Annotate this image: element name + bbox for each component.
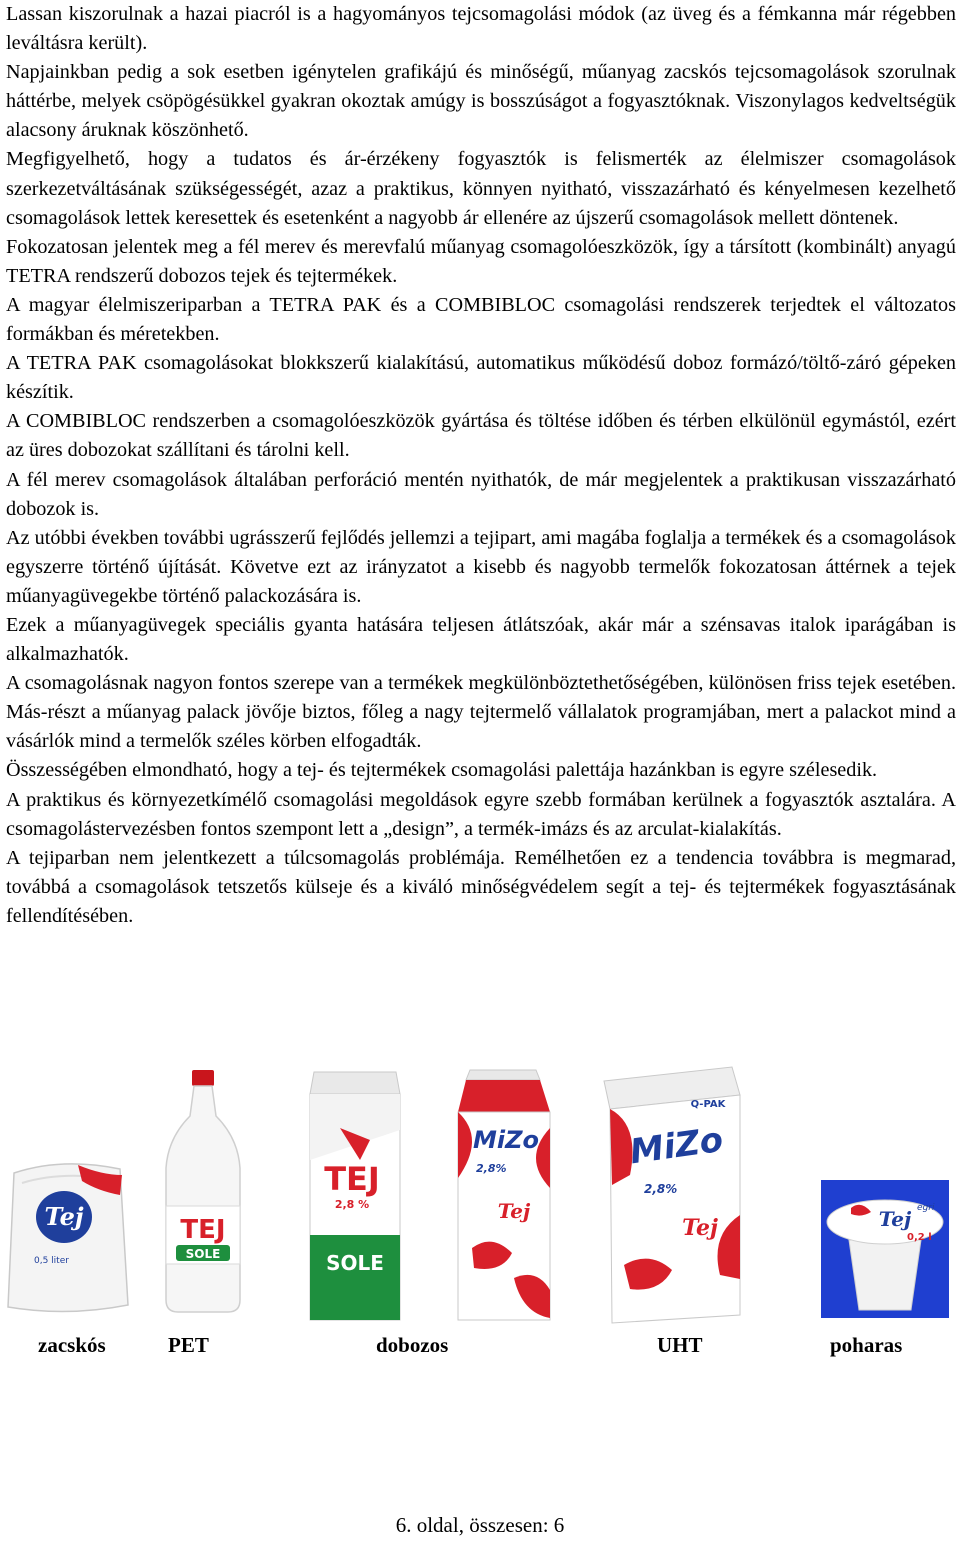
- paragraph: Fokozatosan jelentek meg a fél merev és merevfalú műanyag csomagolóeszközök, így a társított (kombinált) anyagú TETRA rendszerű dobozos tejek és tejtermékek.: [6, 235, 956, 287]
- pet-bottle-image: [158, 1068, 248, 1318]
- paragraph: A fél merev csomagolások általában perforáció mentén nyithatók, de már megjelentek a praktikusan visszazárható dobozok is.: [6, 468, 956, 520]
- caption-pet: PET: [168, 1333, 209, 1357]
- mizo-carton-image: [452, 1068, 556, 1323]
- bag-volume-label: 0,5 liter: [34, 1256, 69, 1266]
- paragraph: A tejiparban nem jelentkezett a túlcsomagolás problémája. Remélhetően ez a tendencia továbbra is megmarad, továbbá a csomagolások tetszetős külseje és a kiváló minőségvédelem segít a tej- és tejtermékek fogyasztásának fellendítésében.: [6, 846, 956, 927]
- cup-brand-label: Tej: [878, 1207, 912, 1231]
- paragraph: A TETRA PAK csomagolásokat blokkszerű kialakítású, automatikus működésű doboz formázó/töltő-záró gépeken készítik.: [6, 352, 956, 404]
- milk-cup-image: [821, 1180, 949, 1318]
- carton-brand-label: TEJ: [324, 1160, 380, 1198]
- paragraph: Összességében elmondható, hogy a tej- és tejtermékek csomagolási palettája hazánkban is egyre szélesedik.: [6, 759, 878, 782]
- page-footer: 6. oldal, összesen: 6: [395, 1513, 565, 1537]
- caption-cup: poharas: [830, 1333, 903, 1357]
- carton-fat-label: 2,8 %: [334, 1198, 370, 1211]
- paragraph: Az utóbbi években további ugrásszerű fejlődés jellemzi a tejipart, ami magába foglalja a termékek és a csomagolások egyszerre történő újítását. Követve ezt az irányzatot a kisebb és nagyobb termelők fokozatosan áttérnek a tejek műanyagüvegekbe történő palackozására is.: [6, 526, 956, 607]
- paragraph: Megfigyelhető, hogy a tudatos és ár-érzékeny fogyasztók is felismerték az élelmiszer csomagolások szerkezetváltásának szükségességét, azaz a praktikus, könnyen nyitható, visszazárható és kényelmesen kezelhető csomagolások lettek keresettek és esetenként a nagyobb ár ellenére az újszerű csomagolások mellett döntenek.: [6, 148, 956, 229]
- mizo-type-label: Tej: [497, 1199, 531, 1223]
- uht-top-label: Q-PAK: [690, 1099, 726, 1110]
- paragraph: A csomagolásnak nagyon fontos szerepe van a termékek megkülönböztethetőségében, különösen friss tejek esetében. Más-részt a műanyag palack jövője biztos, főleg a nagy tejtermelő vállalatok programjában, mert a palackot mind a vásárlók mind a termelők széles körben elfogadták.: [6, 672, 956, 753]
- paragraph: Ezek a műanyagüvegek speciális gyanta hatására teljesen átlátszóak, akár már a szénsavas italok iparágában is alkalmazhatók.: [6, 613, 956, 666]
- caption-carton: dobozos: [376, 1333, 449, 1357]
- uht-brand-label: MiZo: [627, 1119, 726, 1173]
- cup-maker-label: egri: [917, 1203, 935, 1213]
- caption-uht: UHT: [657, 1333, 703, 1357]
- paragraph: Napjainkban pedig a sok esetben igénytelen grafikájú és minőségű, műanyag zacskós tejcsomagolások szorulnak háttérbe, melyek csöpögésükkel gyakran okoztak amúgy is bosszúságot a fogyasztóknak. Viszonylagos kedveltségük alacsony áruknak köszönhető.: [6, 61, 956, 142]
- pet-brand-label: TEJ: [180, 1215, 226, 1245]
- paragraph: A magyar élelmiszeriparban a TETRA PAK és a COMBIBLOC csomagolási rendszerek terjedtek el változatos formákban és méretekben.: [6, 293, 956, 346]
- caption-bag: zacskós: [38, 1333, 106, 1357]
- product-images-row: [0, 1060, 960, 1330]
- bag-brand-label: Tej: [44, 1202, 84, 1231]
- paragraph: A praktikus és környezetkímélő csomagolási megoldások egyre szebb formában kerülnek a fogyasztók asztalára. A csomagolástervezésben fontos szempont lett a „design”, a termék-imázs és az arculat-kialakítás.: [6, 788, 956, 840]
- document-body: [6, 0, 956, 931]
- cup-volume-label: 0,2 l: [907, 1232, 932, 1243]
- product-captions: [0, 1333, 960, 1363]
- mizo-fat-label: 2,8%: [476, 1162, 507, 1175]
- uht-fat-label: 2,8%: [644, 1182, 678, 1196]
- uht-carton-image: [600, 1065, 745, 1325]
- paragraph: A COMBIBLOC rendszerben a csomagolóeszközök gyártása és töltése időben és térben elkülönül egymástól, ezért az üres dobozokat szállítani és tárolni kell.: [6, 410, 956, 462]
- milk-bag-image: [2, 1155, 132, 1320]
- paragraph: Lassan kiszorulnak a hazai piacról is a hagyományos tejcsomagolási módok (az üveg és a fémkanna már régebben leváltásra került).: [6, 3, 956, 55]
- uht-type-label: Tej: [682, 1215, 718, 1241]
- pet-sub-label: SOLE: [185, 1247, 221, 1261]
- carton-sub-label: SOLE: [326, 1251, 384, 1275]
- mizo-brand-label: MiZo: [473, 1126, 539, 1154]
- sole-carton-image: [300, 1070, 410, 1322]
